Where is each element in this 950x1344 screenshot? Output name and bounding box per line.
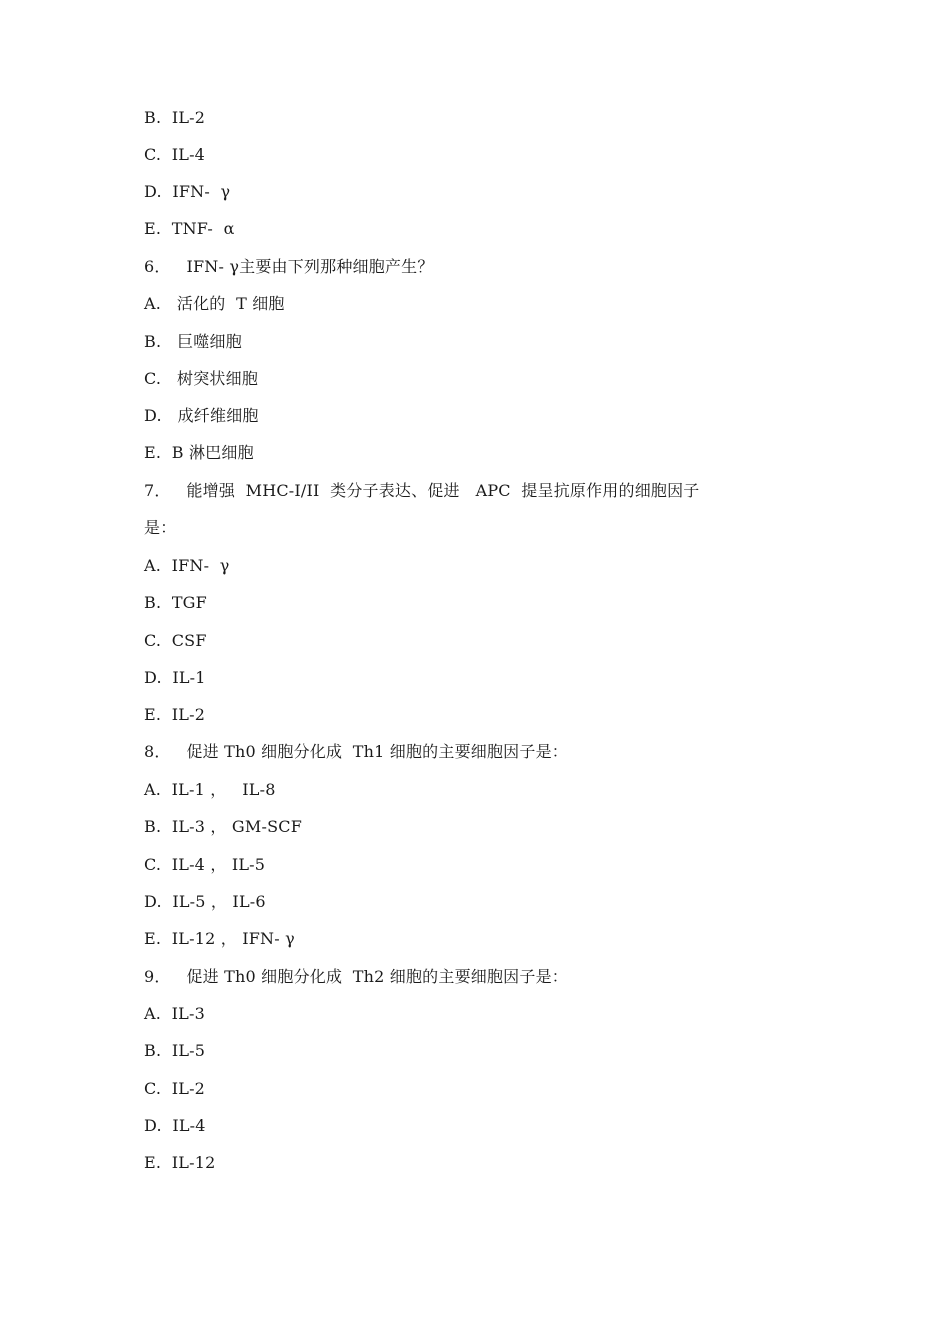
option-line: B. 巨噬细胞	[144, 332, 242, 351]
option-line: A. IL-3	[144, 1004, 205, 1023]
option-line: C. 树突状细胞	[144, 369, 259, 388]
option-line: E. IL-12	[144, 1153, 216, 1172]
question-line-continued: 是：	[144, 518, 177, 537]
option-line: B. IL-3 ， GM-SCF	[144, 817, 302, 836]
option-line: E. B 淋巴细胞	[144, 443, 254, 462]
question-line: 8． 促进 Th0 细胞分化成 Th1 细胞的主要细胞因子是：	[144, 742, 568, 761]
option-line: D. IL-4	[144, 1116, 206, 1135]
question-line: 7． 能增强 MHC-I/II 类分子表达、促进 APC 提呈抗原作用的细胞因子	[144, 481, 700, 500]
option-line: D. 成纤维细胞	[144, 406, 259, 425]
question-line: 6． IFN- γ主要由下列那种细胞产生？	[144, 257, 434, 276]
option-line: C. IL-4	[144, 145, 206, 164]
option-line: D. IL-5 ， IL-6	[144, 892, 266, 911]
option-line: E. IL-2	[144, 705, 206, 724]
option-line: C. IL-4 ， IL-5	[144, 855, 266, 874]
option-line: B. IL-5	[144, 1041, 206, 1060]
option-line: A. IL-1 ， IL-8	[144, 780, 276, 799]
option-line: E. TNF- α	[144, 219, 235, 238]
option-line: A. 活化的 T 细胞	[144, 294, 285, 313]
option-line: B. IL-2	[144, 108, 206, 127]
option-line: A. IFN- γ	[144, 556, 230, 575]
option-line: C. IL-2	[144, 1079, 206, 1098]
option-line: D. IFN- γ	[144, 182, 231, 201]
option-line: B. TGF	[144, 593, 207, 612]
option-line: C. CSF	[144, 631, 207, 650]
option-line: D. IL-1	[144, 668, 206, 687]
question-line: 9． 促进 Th0 细胞分化成 Th2 细胞的主要细胞因子是：	[144, 967, 568, 986]
option-line: E. IL-12 ， IFN- γ	[144, 929, 295, 948]
